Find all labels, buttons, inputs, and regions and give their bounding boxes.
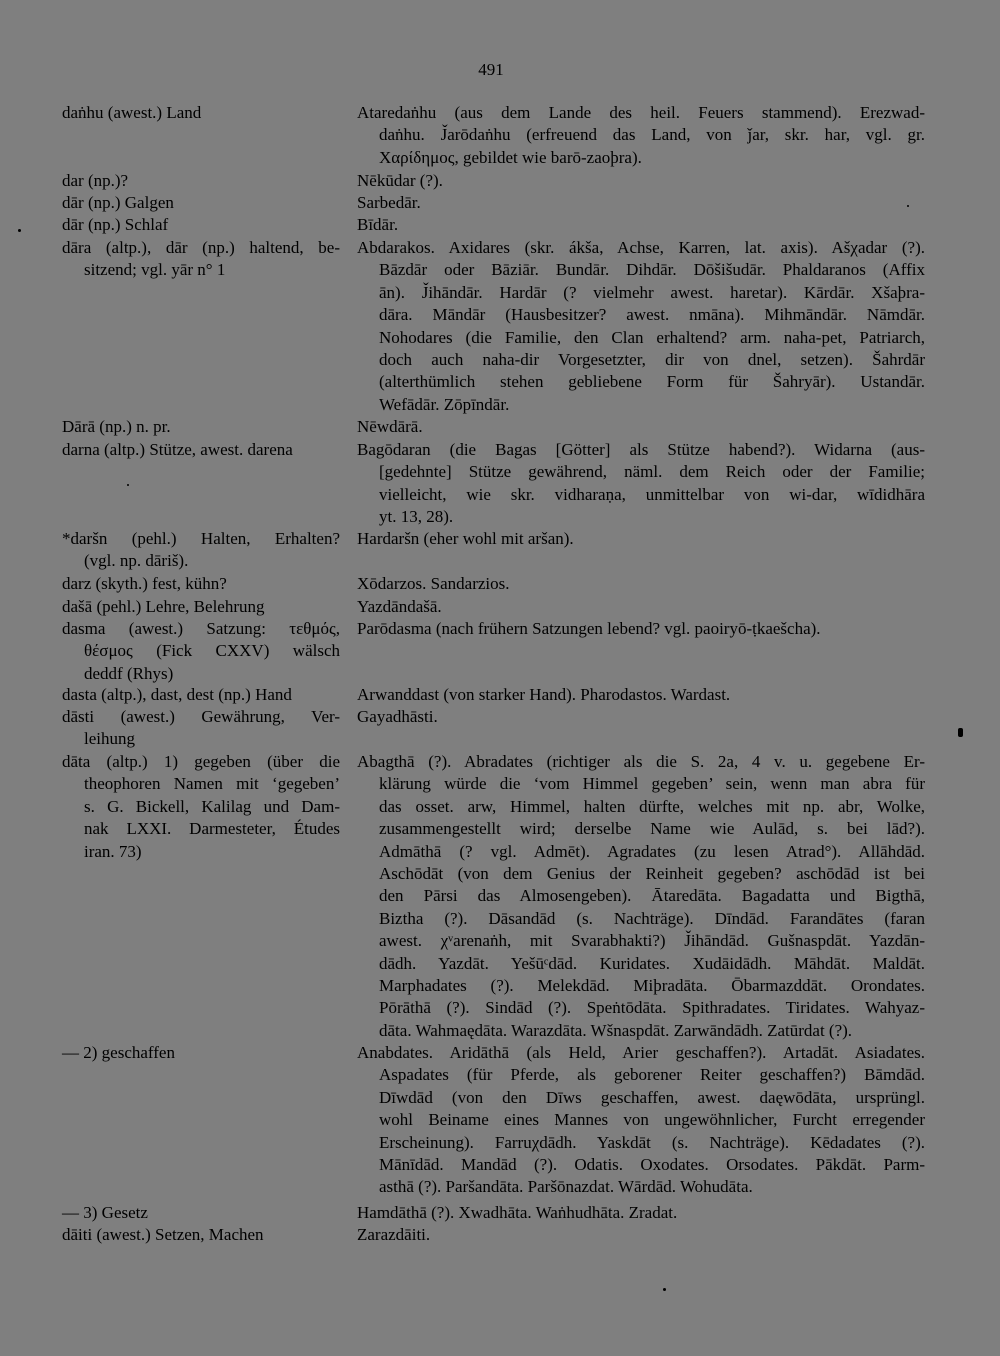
names-line: Zarazdāiti. (357, 1225, 431, 1244)
names-line: Χαρίδημος, gebildet wie barō-zaoþra). (379, 147, 642, 167)
margin-mark (958, 728, 963, 737)
entry-lemma (62, 596, 340, 618)
names-line: Dīwdād (von den Dīws geschaffen, awest. daęwōdāta, ursprüngl. (379, 1087, 925, 1107)
names-line: Aspadates (für Pferde, als geborener Reiter geschaffen?) Bāmdād. (379, 1065, 925, 1085)
entry-names (357, 214, 925, 236)
lemma-line: dāsti (awest.) Gewährung, Ver- (62, 707, 340, 726)
entry-lemma (62, 684, 340, 706)
entry-lemma (62, 439, 340, 461)
lemma-line: iran. 73) (84, 841, 142, 861)
names-line: Abdarakos. Axidares (skr. ákša, Achse, Karren, lat. axis). Ašχadar (?). (357, 238, 925, 257)
names-line: Biztha (?). Dāsandād (s. Nachträge). Dīndād. Farandātes (faran (379, 908, 925, 928)
names-line: (alterthümlich stehen gebliebene Form für Šahryār). Ustandār. (379, 372, 925, 392)
lemma-line: leihung (84, 729, 135, 749)
names-line: ān). J̌ihāndār. Hardār (? vielmehr awest. haretar). Kārdār. Xšaþra- (379, 282, 925, 302)
entry-lemma (62, 1042, 340, 1064)
lemma-line: dār (np.) Schlaf (62, 215, 169, 234)
entry-names (357, 170, 925, 192)
lemma-line: theophoren Namen mit ‘gegeben’ (84, 774, 340, 794)
names-line: wohl Beiname eines Mannes von ungewöhnlicher, Furcht erregender (379, 1110, 925, 1130)
names-line: Admāthā (? vgl. Admēt). Agradates (zu lesen Atrad°). Allāhdād. (379, 841, 925, 861)
lemma-line: nak LXXI. Darmesteter, Études (84, 819, 340, 839)
lemma-line: dāiti (awest.) Setzen, Machen (62, 1225, 264, 1244)
names-line: Anabdates. Aridāthā (als Held, Arier geschaffen?). Artadāt. Asiadates. (357, 1043, 925, 1062)
entry-names (357, 1202, 925, 1224)
names-line: dādh. Yazdāt. Yešūᶜdād. Kuridates. Xudāidādh. Māhdāt. Maldāt. (379, 953, 925, 973)
names-line: Nēwdārā. (357, 417, 423, 436)
entry-lemma (62, 237, 340, 282)
names-line: Xōdarzos. Sandarzios. (357, 574, 510, 593)
names-line: Erscheinung). Farruχdādh. Yaskdāt (s. Nachträge). Kēdadates (?). (379, 1132, 925, 1152)
entry-names (357, 528, 925, 550)
names-line: Bāzdār oder Bāziār. Bundār. Dihdār. Dōšišudār. Phaldaranos (Affix (379, 260, 925, 280)
entry-lemma (62, 1202, 340, 1224)
lemma-line: — 2) geschaffen (62, 1043, 175, 1062)
names-line: asthā (?). Paršandāta. Paršōnazdat. Wārdād. Wohudāta. (379, 1177, 753, 1197)
lemma-line: θέσμος (Fick CXXV) wälsch (84, 641, 340, 661)
names-line: Mānīdād. Mandād (?). Odatis. Oxodates. Orsodates. Pākdāt. Parm- (379, 1155, 925, 1175)
names-line: dāta. Wahmaędāta. Warazdāta. Wšnaspdāt. Zarwāndādh. Zatūrdat (?). (379, 1020, 853, 1040)
names-line: Nohodares (die Familie, den Clan erhaltend? arm. naha-pet, Patriarch, (379, 327, 925, 347)
names-line: Hardaršn (eher wohl mit aršan). (357, 529, 574, 548)
entry-lemma (62, 528, 340, 573)
names-line: Abagthā (?). Abradates (richtiger als die S. 2a, 4 v. u. gegebene Er- (357, 752, 925, 771)
names-line: dāra. Māndār (Hausbesitzer? awest. nmāna). Mihmāndār. Nāmdār. (379, 305, 925, 325)
lemma-line: dāra (altp.), dār (np.) haltend, be- (62, 238, 340, 257)
entry-lemma (62, 618, 340, 685)
lemma-line: dar (np.)? (62, 171, 129, 190)
lemma-line: dašā (pehl.) Lehre, Belehrung (62, 597, 265, 616)
names-line: Marphadates (?). Melekdād. Miþradāta. Ōbarmazddāt. Orondates. (379, 976, 925, 996)
names-line: Pōrāthā (?). Sindād (?). Speṅtōdāta. Spithradates. Tiridates. Wahyaz- (379, 998, 925, 1018)
names-line: Wefādār. Zōpīndār. (379, 394, 510, 414)
lemma-line: darna (altp.) Stütze, awest. darena (62, 440, 293, 459)
names-line: Aschōdāt (von dem Genius der Reinheit gegeben? aschōdād ist bei (379, 864, 925, 884)
names-line: Hamdāthā (?). Xwadhāta. Waṅhudhāta. Zradat. (357, 1203, 678, 1222)
entry-names (357, 192, 925, 214)
lemma-line: dār (np.) Galgen (62, 193, 174, 212)
entry-names (357, 237, 925, 416)
entry-names (357, 618, 925, 640)
names-line: klärung würde die ‘vom Himmel gegeben’ sein, wenn man abra für (379, 774, 925, 794)
names-line: Ataredaṅhu (aus dem Lande des heil. Feuers stammend). Erezwad- (357, 103, 925, 122)
names-line: Yazdāndašā. (357, 597, 442, 616)
lemma-line: Dārā (np.) n. pr. (62, 417, 171, 436)
names-line: Sarbedār. (357, 193, 421, 212)
entry-names (357, 416, 925, 438)
lemma-line: dasta (altp.), dast, dest (np.) Hand (62, 685, 292, 704)
speck (127, 484, 129, 486)
entry-names (357, 439, 925, 529)
lemma-line: (vgl. np. dāriš). (84, 551, 189, 571)
entry-names (357, 706, 925, 728)
lemma-line: — 3) Gesetz (62, 1203, 148, 1222)
entry-lemma (62, 214, 340, 236)
names-line: vielleicht, wie skr. vidharaṇa, unmittelbar von wi-dar, wīdidhāra (379, 484, 925, 504)
entry-names (357, 596, 925, 618)
names-line: Gayadhāsti. (357, 707, 438, 726)
lemma-line: s. G. Bickell, Kalilag und Dam- (84, 796, 340, 816)
entry-names (357, 684, 925, 706)
entry-lemma (62, 170, 340, 192)
names-line: zusammengestellt wird; derselbe Name wie Aulād, s. bei lād?). (379, 819, 925, 839)
entry-lemma (62, 102, 340, 124)
lemma-line: darz (skyth.) fest, kühn? (62, 574, 227, 593)
speck (663, 1288, 666, 1291)
entry-names (357, 751, 925, 1042)
names-line: [gedehnte] Stütze gewährend, näml. dem Reich oder der Familie; (379, 462, 925, 482)
entry-names (357, 1224, 925, 1246)
lemma-line: deddf (Rhys) (84, 663, 174, 683)
page-number: 491 (478, 60, 504, 79)
lemma-line: dasma (awest.) Satzung: τεθμός, (62, 619, 340, 638)
entry-names (357, 573, 925, 595)
names-line: awest. χᵛarenaṅh, mit Svarabhakti?) J̌ihāndād. Gušnaspdāt. Yazdān- (379, 931, 925, 951)
names-line: yt. 13, 28). (379, 507, 454, 527)
lemma-line: *daršn (pehl.) Halten, Erhalten? (62, 529, 340, 548)
speck (907, 205, 909, 207)
names-line: das osset. arw, Himmel, halten dürfte, welches mit np. abr, Wolke, (379, 796, 925, 816)
lemma-line: dāta (altp.) 1) gegeben (über die (62, 752, 340, 771)
names-line: Bīdār. (357, 215, 399, 234)
entry-lemma (62, 706, 340, 751)
names-line: Arwanddast (von starker Hand). Pharodastos. Wardast. (357, 685, 731, 704)
entry-lemma (62, 751, 340, 863)
lemma-line: sitzend; vgl. yār n° 1 (84, 260, 226, 280)
names-line: den Pārsi das Almosengeben). Ātaredāta. Bagadatta und Bigthā, (379, 886, 925, 906)
names-line: Bagōdaran (die Bagas [Götter] als Stütze habend?). Widarna (aus- (357, 440, 925, 459)
entry-names (357, 1042, 925, 1199)
speck (18, 229, 21, 232)
entry-lemma (62, 573, 340, 595)
lemma-line: daṅhu (awest.) Land (62, 103, 202, 122)
entry-names (357, 102, 925, 169)
names-line: Parōdasma (nach frühern Satzungen lebend? vgl. paoiryō-ṭkaešcha). (357, 619, 821, 638)
entry-lemma (62, 416, 340, 438)
names-line: doch auch naha-dir Vorgesetzter, dir von dnel, setzen). Šahrdār (379, 350, 925, 370)
entry-lemma (62, 1224, 340, 1246)
names-line: Nēkūdar (?). (357, 171, 443, 190)
names-line: daṅhu. J̌arōdaṅhu (erfreuend das Land, von ǰar, skr. har, vgl. gr. (379, 125, 925, 145)
entry-lemma (62, 192, 340, 214)
